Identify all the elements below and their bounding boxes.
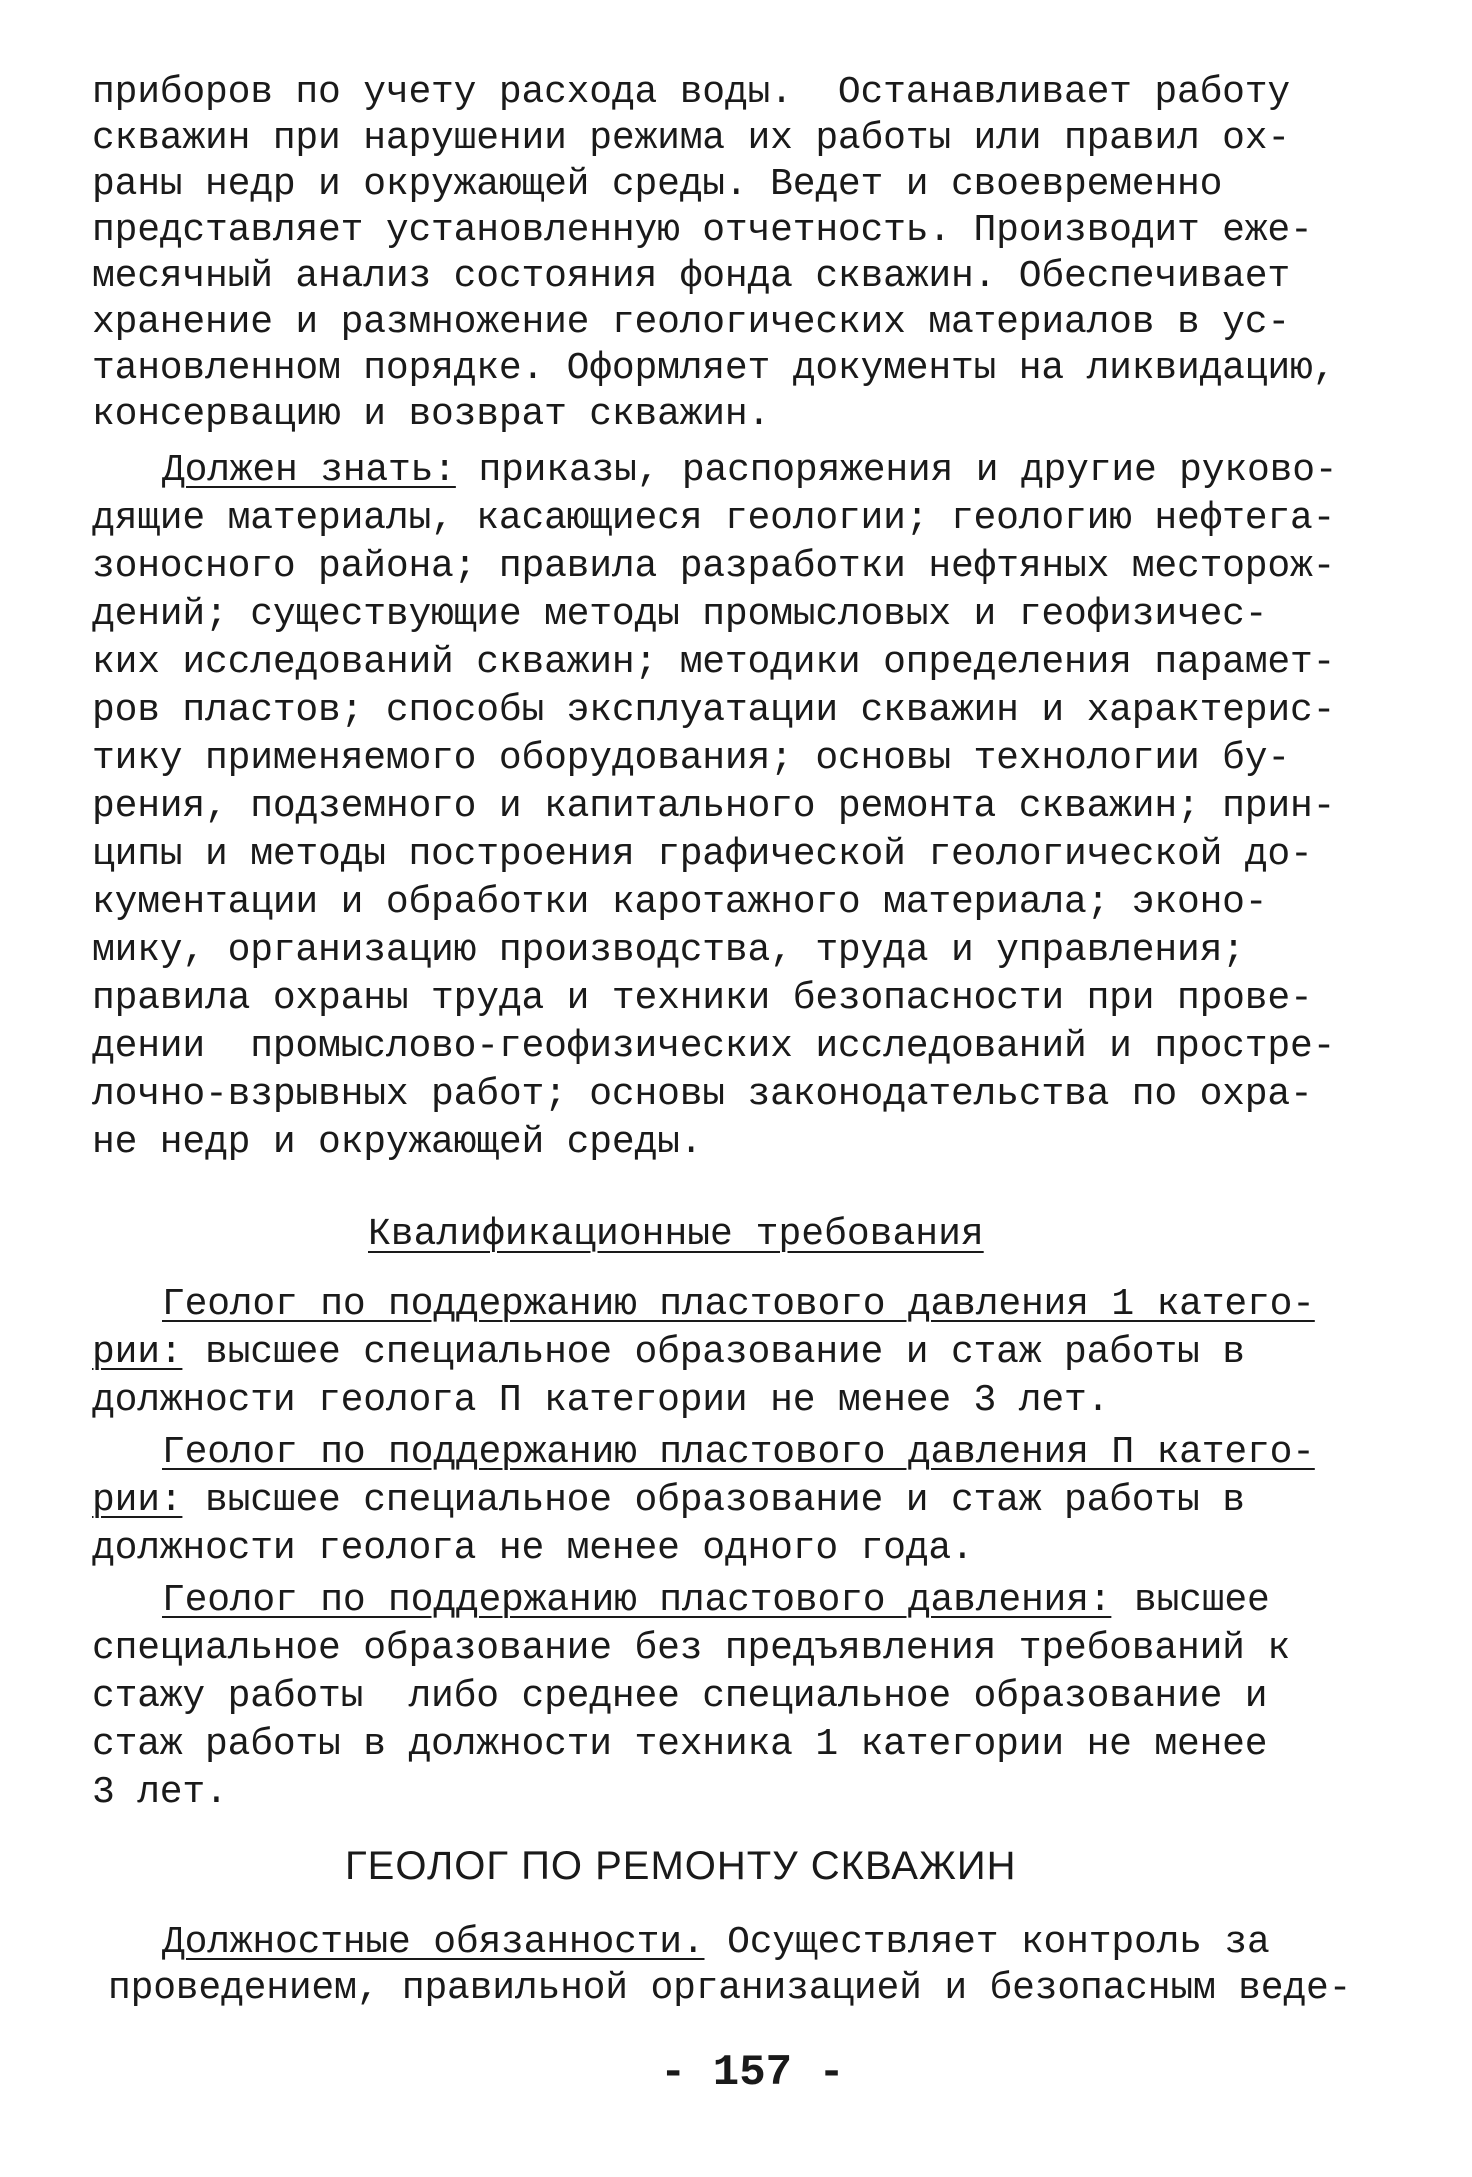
qualification-title: Квалификационные требования [368, 1213, 984, 1256]
text-line: приборов по учету расхода воды. Останавливает работу [92, 71, 1290, 114]
text-line: дений; существующие методы промысловых и геофизичес- [92, 593, 1268, 636]
cat1-label-line2: рии: [92, 1331, 183, 1374]
text-line: правила охраны труда и техники безопасности при прове- [92, 977, 1313, 1020]
text-line: ких исследований скважин; методики определения парамет- [92, 641, 1336, 684]
text-line: представляет установленную отчетность. Производит еже- [92, 209, 1313, 252]
text-line: хранение и размножение геологических материалов в ус- [92, 301, 1290, 344]
text-line: 3 лет. [92, 1771, 228, 1814]
cat2-line2 [92, 1478, 1245, 1524]
base-label: Геолог по поддержанию пластового давления: [162, 1579, 1112, 1622]
text-line: зоносного района; правила разработки нефтяных месторож- [92, 545, 1336, 588]
text-line: раны недр и окружающей среды. Ведет и своевременно [92, 163, 1223, 206]
page-number: - 157 - [660, 2048, 845, 2098]
cat2-line2-rest: высшее специальное образование и стаж работы в [182, 1479, 1245, 1522]
must-know-first-line [162, 448, 1337, 494]
must-know-label: Должен знать: [162, 449, 456, 492]
cat2-label-line1: Геолог по поддержанию пластового давления П катего- [162, 1431, 1315, 1474]
text-line: не недр и окружающей среды. [92, 1121, 703, 1164]
cat1-label-line1: Геолог по поддержанию пластового давления 1 катего- [162, 1283, 1315, 1326]
text-line: скважин при нарушении режима их работы или правил ох- [92, 117, 1290, 160]
cat1-line2 [92, 1330, 1245, 1376]
duties-first-line-rest: Осуществляет контроль за [704, 1921, 1270, 1964]
section-title: ГЕОЛОГ ПО РЕМОНТУ СКВАЖИН [345, 1844, 1017, 1888]
text-line: стажу работы либо среднее специальное образование и [92, 1675, 1268, 1718]
duties-line1 [162, 1920, 1270, 1966]
base-line1-rest: высшее [1111, 1579, 1270, 1622]
text-line: месячный анализ состояния фонда скважин. Обеспечивает [92, 255, 1290, 298]
cat2-line3: должности геолога не менее одного года. [92, 1527, 974, 1570]
text-line: ципы и методы построения графической геологической до- [92, 833, 1313, 876]
duties-line2: проведением, правильной организацией и безопасным веде- [108, 1967, 1352, 2010]
text-line: ров пластов; способы эксплуатации скважин и характерис- [92, 689, 1336, 732]
cat1-line2-rest: высшее специальное образование и стаж работы в [182, 1331, 1245, 1374]
text-line: стаж работы в должности техника 1 категории не менее [92, 1723, 1268, 1766]
text-line: мику, организацию производства, труда и управления; [92, 929, 1245, 972]
text-line: лочно-взрывных работ; основы законодательства по охра- [92, 1073, 1313, 1116]
text-line: рения, подземного и капитального ремонта скважин; прин- [92, 785, 1336, 828]
text-line: тановленном порядке. Оформляет документы на ликвидацию, [92, 347, 1336, 390]
cat1-line3: должности геолога П категории не менее 3 лет. [92, 1379, 1110, 1422]
must-know-first-line-rest: приказы, распоряжения и другие руково- [455, 449, 1338, 492]
text-line: тику применяемого оборудования; основы технологии бу- [92, 737, 1290, 780]
text-line: дящие материалы, касающиеся геологии; геологию нефтега- [92, 497, 1336, 540]
base-line1 [162, 1578, 1270, 1624]
text-line: консервацию и возврат скважин. [92, 393, 771, 436]
duties-label: Должностные обязанности. [162, 1921, 705, 1964]
text-line: специальное образование без предъявления требований к [92, 1627, 1290, 1670]
text-line: кументации и обработки каротажного материала; эконо- [92, 881, 1268, 924]
text-line: дении промыслово-геофизических исследований и простре- [92, 1025, 1336, 1068]
cat2-label-line2: рии: [92, 1479, 183, 1522]
